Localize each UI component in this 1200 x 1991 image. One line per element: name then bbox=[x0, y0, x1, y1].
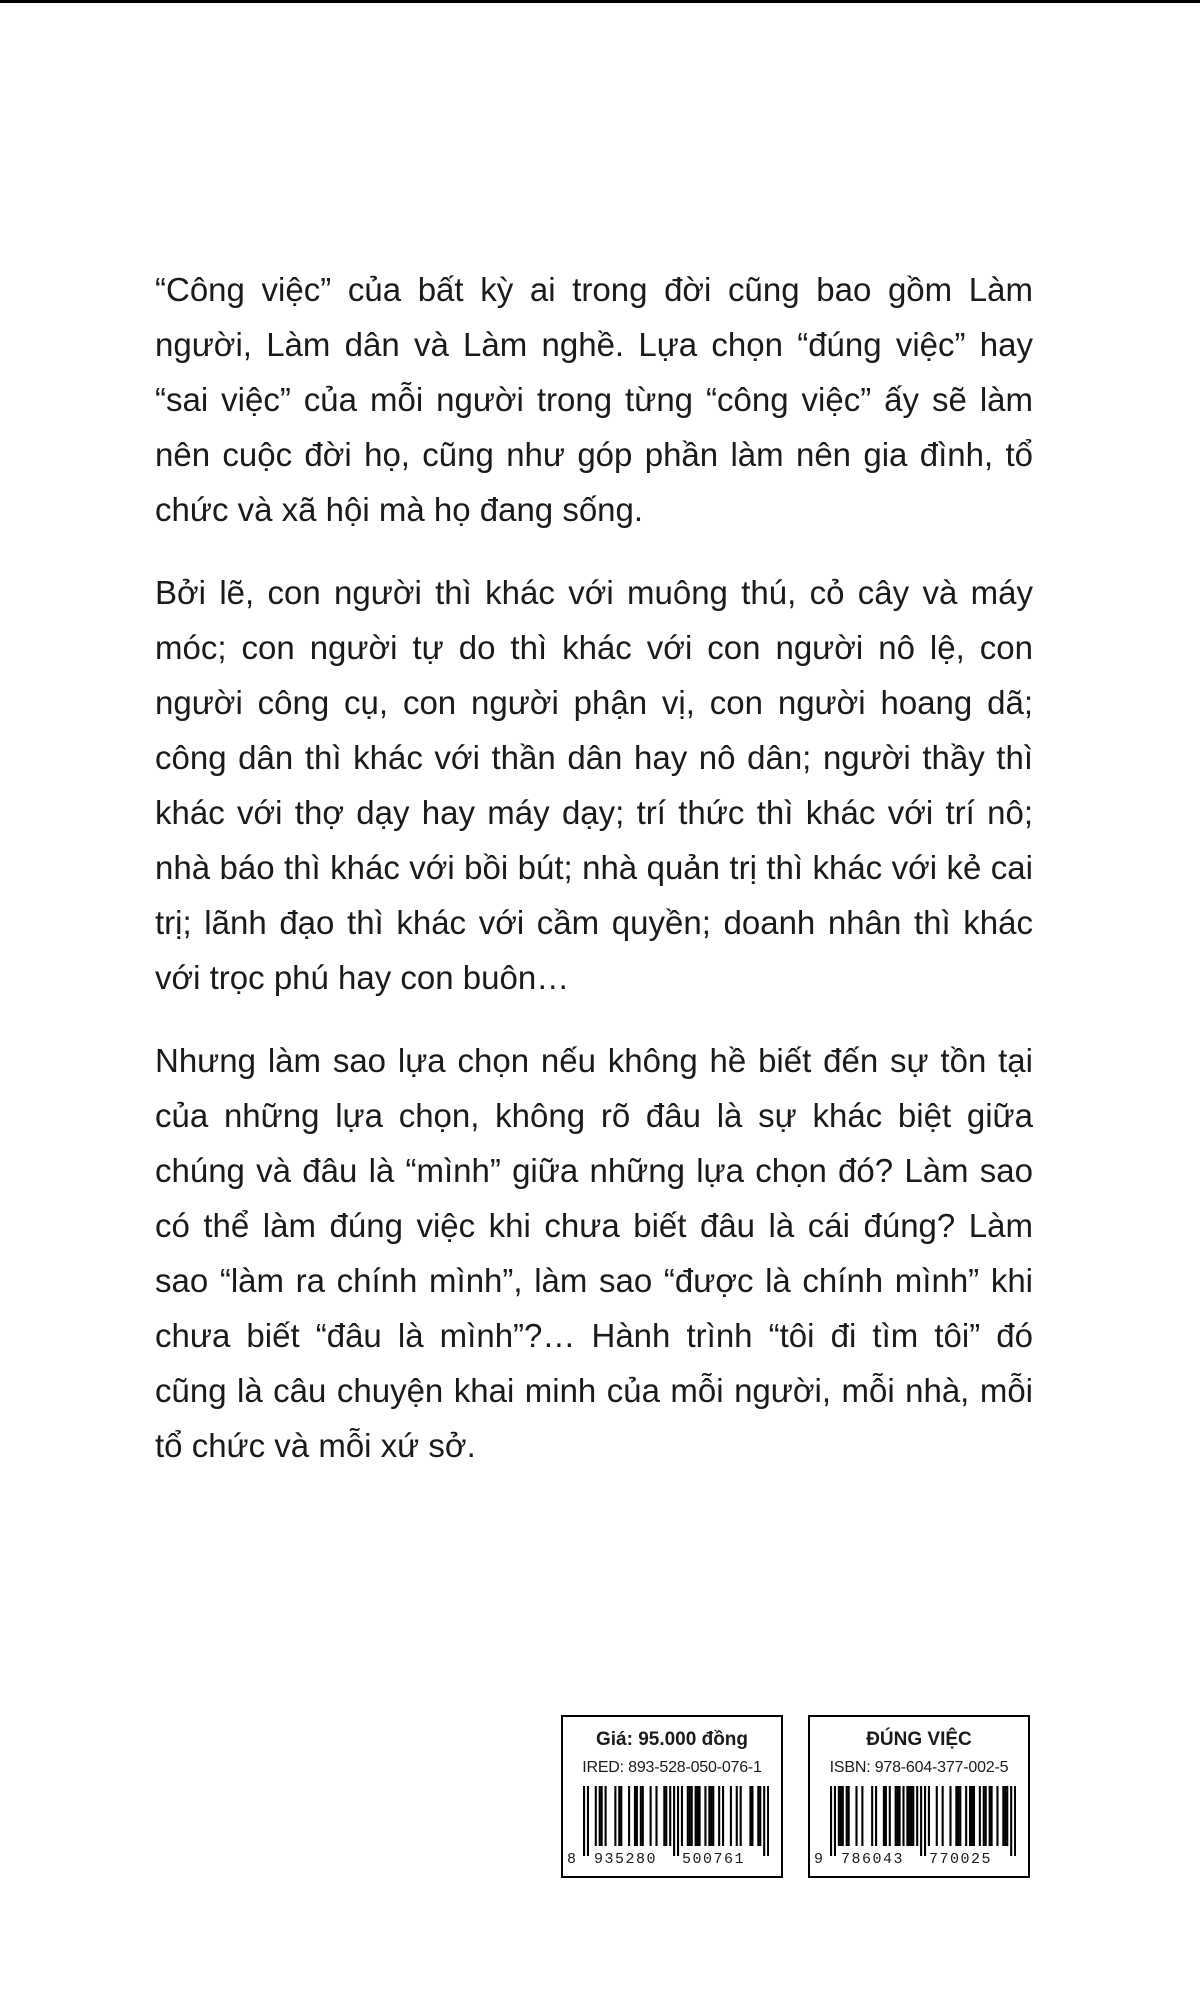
barcode-bar bbox=[838, 1786, 840, 1846]
barcode-bar bbox=[971, 1786, 973, 1846]
barcode-bar bbox=[910, 1786, 912, 1846]
barcode-graphic bbox=[830, 1786, 1016, 1856]
barcode-bar bbox=[730, 1786, 732, 1846]
barcode-bar bbox=[996, 1786, 998, 1846]
barcode-bar bbox=[834, 1786, 836, 1856]
paragraph-1: “Công việc” của bất kỳ ai trong đời cũng bao gồm Làm người, Làm dân và Làm nghề. Lựa chọn “đúng việc” hay “sai việc” của mỗi người trong từng “công việc” ấy sẽ làm nên cuộc đời họ, cũng như góp phần làm nên gia đình, tổ chức và xã hội mà họ đang sống. bbox=[155, 271, 1033, 528]
barcode-first-digit: 8 bbox=[567, 1851, 577, 1868]
barcode-bar bbox=[699, 1786, 701, 1846]
barcode-bar bbox=[959, 1786, 961, 1846]
barcode-bar bbox=[949, 1786, 951, 1846]
barcode-bar bbox=[883, 1786, 885, 1846]
barcode-bar bbox=[916, 1786, 918, 1846]
barcode-bar bbox=[669, 1786, 671, 1846]
barcode-bar bbox=[614, 1786, 616, 1846]
barcode-bar bbox=[618, 1786, 620, 1846]
barcode-bar bbox=[899, 1786, 901, 1846]
barcode-bar bbox=[942, 1786, 944, 1846]
barcode-bar bbox=[712, 1786, 714, 1846]
ired-code: IRED: 893-528-050-076-1 bbox=[582, 1759, 762, 1776]
barcode-bar bbox=[955, 1786, 957, 1846]
barcode-bar bbox=[605, 1786, 607, 1846]
barcode-bar bbox=[871, 1786, 873, 1846]
barcode-bar bbox=[628, 1786, 630, 1846]
barcode-bar bbox=[665, 1786, 667, 1846]
barcode-bar bbox=[740, 1786, 742, 1846]
barcode-bar bbox=[691, 1786, 693, 1846]
barcode-bar bbox=[895, 1786, 897, 1846]
barcode-digits-left bbox=[567, 1851, 777, 1873]
barcode-digits-right bbox=[814, 1851, 1024, 1873]
barcode-bar bbox=[1002, 1786, 1004, 1846]
barcode-bar bbox=[620, 1786, 622, 1846]
barcode-bar bbox=[677, 1786, 679, 1856]
barcode-bar bbox=[889, 1786, 891, 1846]
barcode-bar bbox=[969, 1786, 971, 1846]
barcode-right-group: 500761 bbox=[682, 1851, 746, 1868]
barcode-bar bbox=[885, 1786, 887, 1846]
barcode-bar bbox=[846, 1786, 848, 1846]
barcode-right-group: 770025 bbox=[929, 1851, 993, 1868]
top-border-line bbox=[0, 0, 1200, 3]
barcode-bar bbox=[902, 1786, 904, 1846]
barcode-bar bbox=[587, 1786, 589, 1856]
barcode-bar bbox=[704, 1786, 706, 1846]
barcode-bar bbox=[749, 1786, 751, 1846]
barcode-bar bbox=[875, 1786, 877, 1846]
barcode-bar bbox=[979, 1786, 981, 1846]
barcode-bar bbox=[708, 1786, 710, 1846]
barcode-bar bbox=[1014, 1786, 1016, 1856]
barcode-bar bbox=[965, 1786, 967, 1846]
barcode-bar bbox=[928, 1786, 930, 1846]
paragraph-3: Nhưng làm sao lựa chọn nếu không hề biết đến sự tồn tại của những lựa chọn, không rõ đâu là sự khác biệt giữa chúng và đâu là “mình” giữa những lựa chọn đó? Làm sao có thể làm đúng việc khi chưa biết đâu là cái đúng? Làm sao “làm ra chính mình”, làm sao “được là chính mình” khi chưa biết “đâu là mình”?… Hành trình “tôi đi tìm tôi” đó cũng là câu chuyện khai minh của mỗi người, mỗi nhà, mỗi tổ chức và mỗi xứ sở. bbox=[155, 1042, 1033, 1464]
barcode-bar bbox=[991, 1786, 993, 1846]
barcode-bar bbox=[599, 1786, 601, 1846]
barcode-bar bbox=[767, 1786, 769, 1856]
barcode-bar bbox=[636, 1786, 638, 1846]
barcode-bars-left bbox=[583, 1786, 769, 1856]
barcode-bar bbox=[973, 1786, 975, 1846]
barcode-bar bbox=[687, 1786, 689, 1846]
barcode-bar bbox=[989, 1786, 991, 1846]
barcode-bar bbox=[924, 1786, 926, 1856]
barcode-bar bbox=[642, 1786, 644, 1846]
barcode-bars-right bbox=[830, 1786, 1016, 1856]
barcode-bar bbox=[722, 1786, 724, 1846]
barcode-bar bbox=[840, 1786, 842, 1846]
barcode-bar bbox=[1006, 1786, 1008, 1846]
barcode-bar bbox=[906, 1786, 908, 1846]
barcode-bar bbox=[830, 1786, 832, 1856]
barcode-bar bbox=[759, 1786, 761, 1846]
barcode-bar bbox=[601, 1786, 603, 1846]
barcode-bar bbox=[912, 1786, 914, 1846]
barcode-bar bbox=[697, 1786, 699, 1846]
barcode-bar bbox=[663, 1786, 665, 1846]
barcode-bar bbox=[985, 1786, 987, 1846]
book-title-label: ĐÚNG VIỆC bbox=[866, 1729, 972, 1750]
barcode-bar bbox=[736, 1786, 738, 1846]
barcode-bar bbox=[650, 1786, 652, 1846]
isbn-barcode-box bbox=[808, 1715, 1030, 1878]
barcode-graphic bbox=[583, 1786, 769, 1856]
barcode-bar bbox=[595, 1786, 597, 1846]
barcode-bar bbox=[695, 1786, 697, 1846]
barcode-bar bbox=[983, 1786, 985, 1846]
barcode-bar bbox=[689, 1786, 691, 1846]
barcode-bar bbox=[897, 1786, 899, 1846]
barcode-bar bbox=[673, 1786, 675, 1856]
barcode-bar bbox=[908, 1786, 910, 1846]
barcode-bar bbox=[757, 1786, 759, 1846]
barcode-bar bbox=[842, 1786, 844, 1846]
barcode-bar bbox=[1004, 1786, 1006, 1846]
barcode-bar bbox=[1010, 1786, 1012, 1856]
barcode-bar bbox=[640, 1786, 642, 1846]
barcode-left-group: 786043 bbox=[841, 1851, 905, 1868]
barcode-bar bbox=[583, 1786, 585, 1856]
barcode-bar bbox=[655, 1786, 657, 1846]
isbn-code: ISBN: 978-604-377-002-5 bbox=[829, 1759, 1009, 1776]
barcode-bar bbox=[710, 1786, 712, 1846]
barcode-bar bbox=[763, 1786, 765, 1856]
barcode-left-group: 935280 bbox=[594, 1851, 658, 1868]
barcode-bar bbox=[751, 1786, 753, 1846]
barcode-bar bbox=[855, 1786, 857, 1846]
barcode-bar bbox=[861, 1786, 863, 1846]
barcode-bar bbox=[936, 1786, 938, 1846]
price-label: Giá: 95.000 đồng bbox=[595, 1729, 749, 1750]
paragraph-2: Bởi lẽ, con người thì khác với muông thú, cỏ cây và máy móc; con người tự do thì khác với con người nô lệ, con người công cụ, con người phận vị, con người hoang dã; công dân thì khác với thần dân hay nô dân; người thầy thì khác với thợ dạy hay máy dạy; trí thức thì khác với trí nô; nhà báo thì khác với bồi bút; nhà quản trị thì khác với kẻ cai trị; lãnh đạo thì khác với cầm quyền; doanh nhân thì khác với trọc phú hay con buôn… bbox=[155, 574, 1033, 996]
barcode-bar bbox=[718, 1786, 720, 1846]
barcode-first-digit: 9 bbox=[814, 1851, 824, 1868]
back-cover-text bbox=[155, 262, 1033, 1473]
barcode-bar bbox=[920, 1786, 922, 1856]
price-barcode-box bbox=[561, 1715, 783, 1878]
barcode-bar bbox=[681, 1786, 683, 1846]
barcode-bar bbox=[848, 1786, 850, 1846]
barcode-bar bbox=[634, 1786, 636, 1846]
barcode-bar bbox=[957, 1786, 959, 1846]
